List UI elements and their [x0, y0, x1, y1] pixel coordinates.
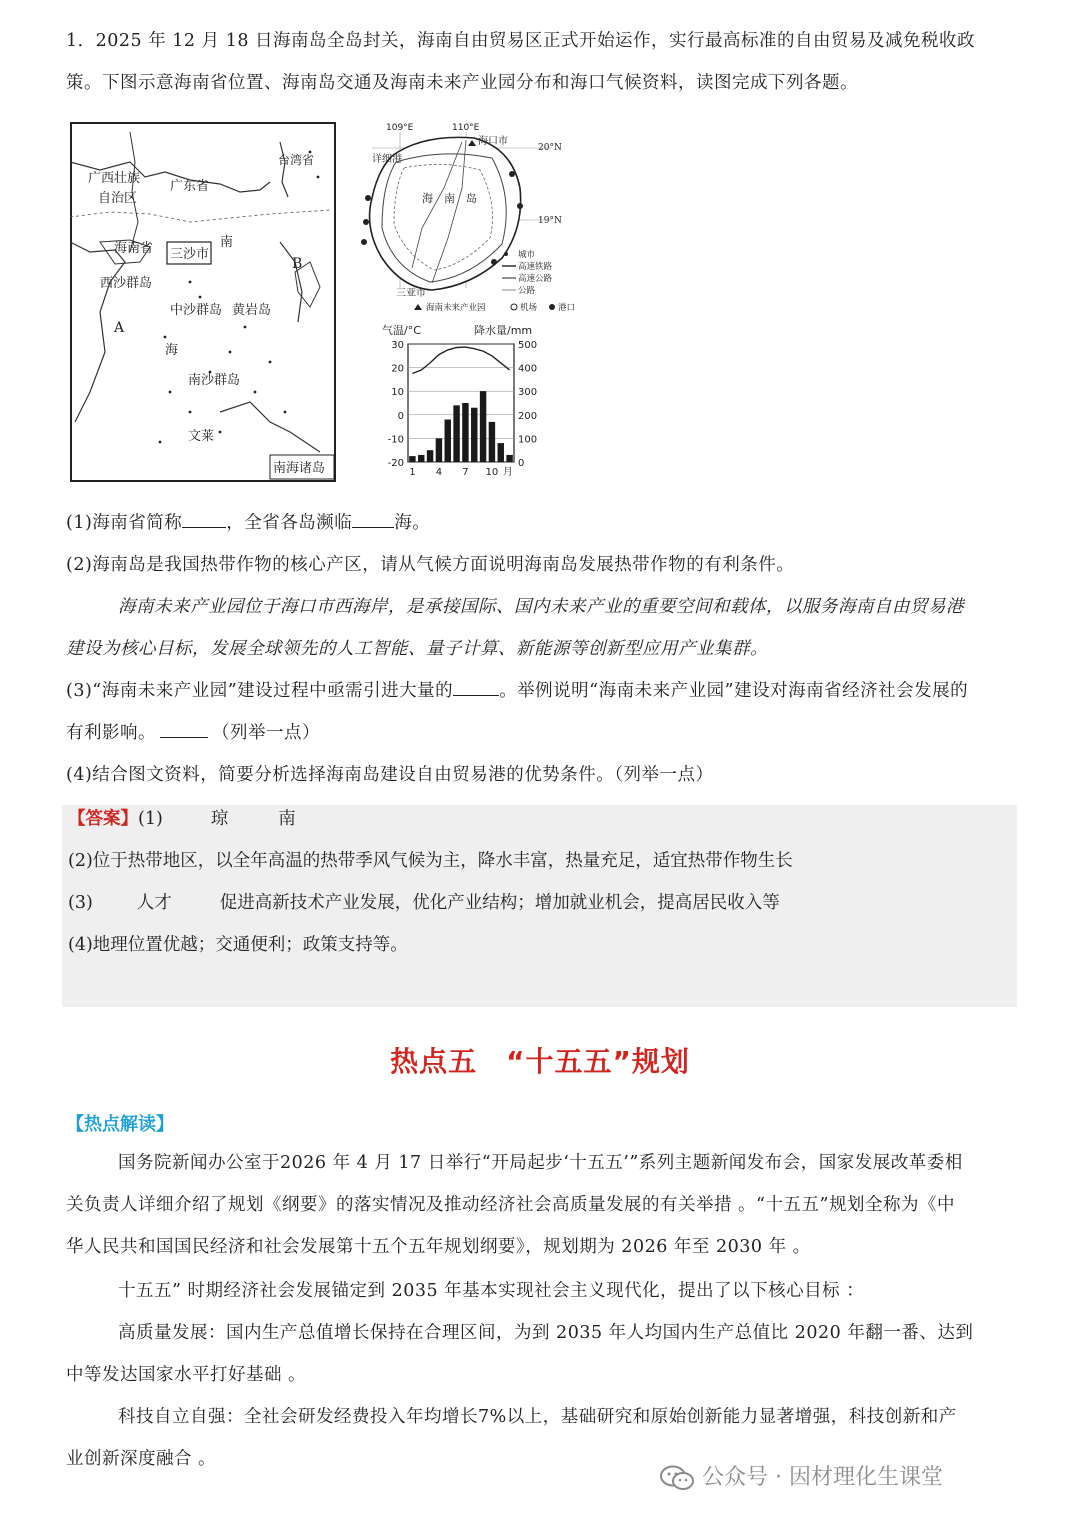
hot-p1-line-1: 国务院新闻办公室于2026 年 4 月 17 日举行“开局起步‘十五五’”系列主题新闻发布会，国家发展改革委相 [118, 1153, 963, 1173]
month-tick-label: 1 [409, 467, 416, 478]
hot-p4-line-1: 科技自立自强：全社会研发经费投入年均增长7%以上，基础研究和原始创新能力显著增强，科技创新和产 [118, 1407, 957, 1427]
answer-1-val1: 琼 [210, 809, 229, 829]
hot-p1-line-3: 华人民共和国国民经济和社会发展第十五个五年规划纲要》，规划期为 2026 年至 2030 年 。 [66, 1237, 811, 1257]
legend-highway: 高速公路 [518, 274, 553, 284]
temp-tick-label: 20 [391, 363, 404, 375]
q4-line: (4)结合图文资料，简要分析选择海南岛建设自由贸易港的优势条件。（列举一点） [66, 765, 714, 785]
map-label-zhongsha: 中沙群岛 [170, 303, 223, 318]
legend-rail: 高速铁路 [518, 262, 553, 272]
watermark-text: 公众号 · 因材理化生课堂 [702, 1465, 943, 1490]
precip-bar [445, 420, 451, 462]
q3b-text: 有利影响。 [66, 723, 156, 743]
month-tick-label: 月 [502, 467, 513, 478]
passage-line-1: 海南未来产业园位于海口市西海岸，是承接国际、国内未来产业的重要空间和载体，以服务海南自由贸易港 [118, 597, 964, 617]
temp-tick-label: 0 [397, 410, 404, 422]
q3a-end-text: 。举例说明“海南未来产业园”建设对海南省经济社会发展的 [499, 681, 969, 701]
map-label-sanya: 三亚市 [396, 288, 426, 299]
answer-line-4: (4)地理位置优越；交通便利；政策支持等。 [68, 935, 408, 955]
precip-bar [427, 450, 433, 462]
precip-bar [506, 455, 512, 462]
question-line-1: 1．2025 年 12 月 18 日海南岛全岛封关，海南自由贸易区正式开始运作，实行最高标准的自由贸易及减免税收政 [66, 31, 976, 51]
legend-road: 公路 [518, 286, 536, 296]
q1-end-text: 海。 [394, 513, 431, 533]
map-label-island-2: 南 [444, 192, 455, 205]
map-label-109e: 109°E [386, 123, 414, 133]
precip-tick-label: 100 [518, 434, 538, 446]
answer-line-3 [68, 882, 780, 924]
q1-line [66, 502, 1016, 544]
q3b-end-text: （列举一点） [212, 723, 320, 743]
legend-city: 城市 [518, 250, 536, 260]
map-label-island-1: 海 [422, 192, 433, 205]
map-label-sansha: 三沙市 [170, 247, 210, 262]
answer-3-val1: 人才 [136, 893, 172, 913]
map-label-110e: 110°E [452, 123, 480, 133]
hot-p4-line-2: 业创新深度融合 。 [66, 1449, 217, 1469]
map-label-huangyan: 黄岩岛 [232, 303, 272, 318]
watermark [660, 1460, 943, 1491]
q1-blank-2[interactable] [352, 509, 394, 528]
q3a-text: (3)“海南未来产业园”建设过程中亟需引进大量的 [66, 681, 454, 701]
month-tick-label: 4 [435, 467, 443, 478]
map-label-brunei: 文莱 [188, 429, 215, 444]
map-label-haikou: 海口市 [478, 136, 508, 147]
precip-tick-label: 0 [518, 458, 525, 469]
south-china-sea-map [70, 122, 336, 482]
answer-3-val2: 促进高新技术产业发展，优化产业结构；增加就业机会，提高居民收入等 [219, 893, 780, 913]
answer-line-2: (2)位于热带地区，以全年高温的热带季风气候为主，降水丰富，热量充足，适宜热带作物生长 [68, 851, 793, 871]
haikou-climate-chart [370, 322, 552, 484]
q2-line: (2)海南岛是我国热带作物的核心产区，请从气候方面说明海南岛发展热带作物的有利条件。 [66, 555, 795, 575]
section-label: 【热点解读】 [66, 1114, 174, 1135]
q3-line-2 [66, 712, 1016, 754]
map-label-guangdong: 广东省 [170, 179, 210, 194]
precip-bar [436, 438, 442, 462]
map-label-b: B [292, 256, 303, 272]
temp-tick-label: -10 [387, 434, 404, 446]
q1-blank-1[interactable] [182, 509, 226, 528]
hainan-island-map [352, 118, 588, 318]
q3-line-1 [66, 670, 1016, 712]
map-label-taiwan: 台湾省 [278, 153, 315, 167]
map-label-nansha: 南沙群岛 [188, 373, 241, 388]
month-tick-label: 10 [485, 467, 499, 478]
map-label-south: 南 [220, 235, 234, 250]
precip-bar [480, 391, 486, 462]
map-label-port: 详细港 [372, 154, 402, 165]
wechat-icon [660, 1465, 694, 1491]
precip-bar [471, 408, 477, 462]
passage-line-2: 建设为核心目标，发展全球领先的人工智能、量子计算、新能源等创新型应用产业集群。 [66, 639, 768, 659]
temp-tick-label: 30 [391, 340, 404, 351]
hot-p3-line-1: 高质量发展：国内生产总值增长保持在合理区间，为到 2035 年人均国内生产总值比 2020 年翻一番、达到 [118, 1323, 974, 1343]
month-tick-label: 7 [462, 467, 469, 478]
answer-1-val2: 南 [278, 809, 296, 829]
precip-tick-label: 200 [518, 410, 538, 422]
temp-tick-label: -20 [387, 458, 404, 469]
question-line-2: 策。下图示意海南省位置、海南岛交通及海南未来产业园分布和海口气候资料，读图完成下列各题。 [66, 73, 858, 93]
precip-bar [498, 443, 504, 462]
map-label-zizhiqu: 自治区 [98, 191, 138, 206]
map-label-island-3: 岛 [466, 192, 477, 205]
precip-axis-label: 降水量/mm [474, 324, 533, 337]
legend-port: 港口 [558, 303, 576, 313]
q3-blank-1[interactable] [453, 677, 499, 696]
precip-bar [489, 422, 495, 462]
precip-bar [453, 405, 459, 462]
map-label-guangxi: 广西壮族 [88, 171, 141, 186]
precip-bar [409, 456, 415, 462]
temperature-line [412, 347, 509, 373]
q3-blank-2[interactable] [160, 719, 208, 738]
hot-p3-line-2: 中等发达国家水平打好基础 。 [66, 1365, 307, 1385]
map-label-nanhai-zhudao: 南海诸岛 [273, 461, 326, 476]
answer-1-num: (1) [138, 809, 163, 829]
q1-mid-text: ，全省各岛濒临 [226, 513, 353, 533]
map-label-19n: 19°N [538, 216, 562, 226]
precip-bar [418, 455, 424, 462]
precip-tick-label: 300 [518, 387, 538, 399]
legend-park: 海南未来产业园 [426, 303, 486, 313]
answer-tag: 【答案】 [68, 809, 138, 829]
temp-axis-label: 气温/°C [382, 324, 421, 337]
answer-line-1 [68, 798, 296, 840]
hot-p1-line-2: 关负责人详细介绍了规划《纲要》的落实情况及推动经济社会高质量发展的有关举措 。“十五五”规划全称为《中 [66, 1195, 955, 1215]
temp-tick-label: 10 [391, 387, 404, 399]
legend-airport: 机场 [520, 303, 538, 313]
map-label-sea: 海 [165, 343, 179, 358]
section-title: 热点五 “十五五”规划 [390, 1045, 690, 1078]
precip-tick-label: 400 [518, 363, 538, 375]
precip-bar [462, 403, 468, 462]
hot-p2-line: 十五五” 时期经济社会发展锚定到 2035 年基本实现社会主义现代化，提出了以下核心目标 ： [118, 1281, 865, 1301]
map-label-a: A [114, 320, 125, 336]
answer-3-num: (3) [68, 893, 93, 913]
map-label-xisha: 西沙群岛 [100, 276, 153, 291]
precip-tick-label: 500 [518, 340, 538, 351]
q1-text: (1)海南省简称 [66, 513, 183, 533]
map-label-20n: 20°N [538, 143, 562, 153]
map-label-hainan: 海南省 [114, 241, 154, 256]
